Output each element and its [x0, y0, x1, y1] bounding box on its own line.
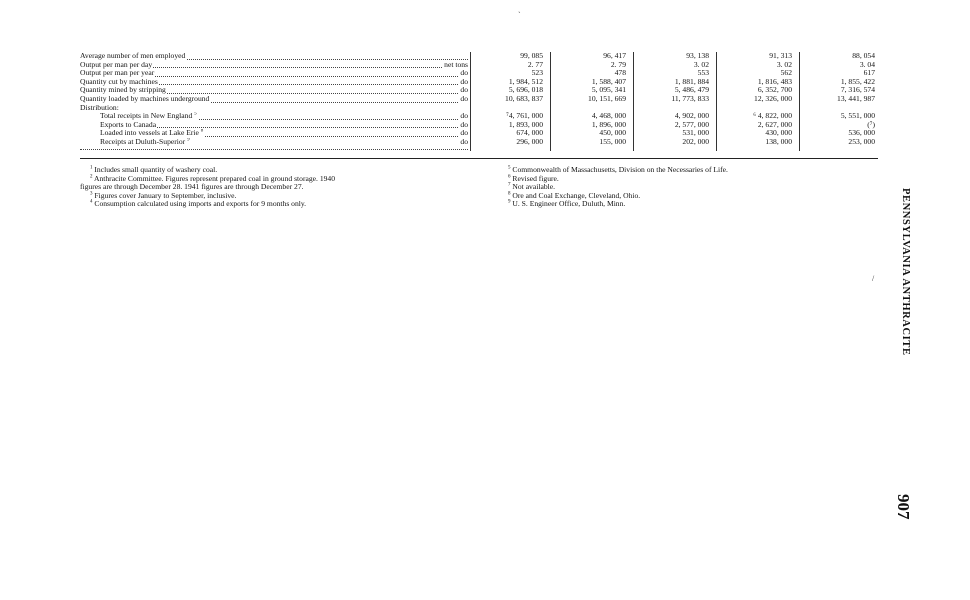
table-cell: 91, 313	[717, 52, 800, 61]
footnote-text: Consumption calculated using imports and exports for 9 months only.	[92, 199, 307, 209]
footnote-text: Anthracite Committee. Figures represent prepared coal in ground storage. 1940	[92, 173, 336, 183]
row-label-text: Distribution:	[80, 103, 119, 112]
footnote-text: Includes small quantity of washery coal.	[92, 165, 218, 174]
table-cell: ⁶ 4, 822, 000	[717, 112, 800, 121]
row-label	[80, 86, 471, 95]
footnote-mark: 4	[90, 199, 93, 205]
table-row	[80, 129, 882, 138]
footnote	[498, 200, 878, 209]
table-cell: 2. 79	[551, 61, 634, 70]
table-cell: 6, 352, 700	[717, 86, 800, 95]
table-cell: 4, 468, 000	[551, 112, 634, 121]
table-cell: 7, 316, 574	[800, 86, 883, 95]
page-number: 907	[894, 494, 913, 520]
stray-mark-side: /	[872, 274, 875, 283]
row-unit: do	[460, 77, 468, 86]
row-label-text: Receipts at Duluth-Superior	[100, 137, 188, 146]
footnote	[498, 175, 878, 184]
table-cell: 155, 000	[551, 138, 634, 151]
table-cell: 99, 085	[471, 52, 551, 61]
footnote-text: figures are through December 28. 1941 figures are through December 27.	[80, 182, 304, 192]
table-cell: 11, 773, 833	[634, 95, 717, 104]
footnote-text: Ore and Coal Exchange, Cleveland, Ohio.	[510, 190, 641, 200]
table-cell: 10, 151, 669	[551, 95, 634, 104]
row-label	[80, 121, 471, 130]
row-label	[80, 95, 471, 104]
table-cell: 1, 855, 422	[800, 78, 883, 87]
table-row	[80, 52, 882, 61]
row-unit: do	[460, 86, 468, 95]
row-unit: do	[460, 112, 468, 121]
footnote-mark: 2	[90, 174, 93, 180]
footnotes-right	[498, 166, 878, 209]
table-cell: (⁷)	[800, 121, 883, 130]
leader-dots	[80, 148, 468, 150]
table-cell: 1, 588, 407	[551, 78, 634, 87]
table-cell: 1, 984, 512	[471, 78, 551, 87]
table-row	[80, 95, 882, 104]
table-cell: 2. 77	[471, 61, 551, 70]
footnote-ref: 5	[194, 112, 197, 117]
table-cell: 2, 627, 000	[717, 121, 800, 130]
footnote-mark: 9	[508, 199, 511, 205]
footnote-text: Not available.	[510, 182, 555, 192]
running-head: PENNSYLVANIA ANTHRACITE	[900, 188, 911, 356]
row-unit: do	[460, 120, 468, 129]
table-cell: 93, 138	[634, 52, 717, 61]
footnote-rule	[80, 158, 878, 159]
table-cell: 1, 893, 000	[471, 121, 551, 130]
table-cell: 202, 000	[634, 138, 717, 151]
row-label	[80, 78, 471, 87]
table-cell: 450, 000	[551, 129, 634, 138]
table-cell: 5, 095, 341	[551, 86, 634, 95]
footnote-mark: 8	[508, 191, 511, 197]
table-cell: ⁷4, 761, 000	[471, 112, 551, 121]
row-unit: do	[460, 69, 468, 78]
row-unit: do	[460, 129, 468, 138]
row-label	[80, 52, 471, 61]
footnote-text: Revised figure.	[510, 173, 559, 183]
table-cell: 617	[800, 69, 883, 78]
row-label	[80, 129, 471, 138]
table-cell: 562	[717, 69, 800, 78]
table-cell: 13, 441, 987	[800, 95, 883, 104]
table-cell: 523	[471, 69, 551, 78]
row-label	[80, 69, 471, 78]
table-cell: 1, 881, 884	[634, 78, 717, 87]
row-label-text: Loaded into vessels at Lake Erie	[100, 129, 201, 138]
table-cell: 531, 000	[634, 129, 717, 138]
table-cell: 88, 054	[800, 52, 883, 61]
table-cell: 12, 326, 000	[717, 95, 800, 104]
row-label	[80, 138, 471, 151]
table-cell: 10, 683, 837	[471, 95, 551, 104]
row-label	[80, 61, 471, 70]
row-label-text: Output per man per year	[80, 69, 155, 78]
row-unit: do	[460, 94, 468, 103]
table-cell: 138, 000	[717, 138, 800, 151]
footnote-mark: 3	[90, 191, 93, 197]
row-label	[80, 104, 471, 113]
table-cell: 1, 896, 000	[551, 121, 634, 130]
row-unit: do	[460, 137, 468, 146]
footnote-ref: 8	[200, 129, 204, 134]
table-cell: 96, 417	[551, 52, 634, 61]
table-cell: 4, 902, 000	[634, 112, 717, 121]
row-label-text: Quantity loaded by machines underground	[80, 94, 210, 103]
row-label-text: Output per man per day	[80, 60, 153, 69]
table-row	[80, 121, 882, 130]
row-label-text: Average number of men employed	[80, 52, 186, 60]
table-cell: 253, 000	[800, 138, 883, 151]
table-cell: 3. 04	[800, 61, 883, 70]
footnote-text: U. S. Engineer Office, Duluth, Minn.	[510, 199, 626, 209]
table-cell: 3. 02	[634, 61, 717, 70]
table-cell: 3. 02	[717, 61, 800, 70]
footnote	[80, 200, 480, 209]
table-row	[80, 61, 882, 70]
stray-mark-top: ˏ	[518, 4, 521, 13]
footnote-mark: 7	[508, 182, 511, 188]
table-cell: 2, 577, 000	[634, 121, 717, 130]
footnotes-left	[80, 166, 480, 209]
table-cell: 1, 816, 483	[717, 78, 800, 87]
row-label	[80, 112, 471, 121]
footnote-text: Commonwealth of Massachusetts, Division on the Necessaries of Life.	[510, 165, 728, 174]
row-label-text: Exports to Canada	[100, 120, 157, 129]
footnote-mark: 5	[508, 165, 511, 171]
table-cell: 296, 000	[471, 138, 551, 151]
footnote-mark: 6	[508, 174, 511, 180]
row-label-text: Total receipts in New England	[100, 112, 195, 121]
statistics-table	[80, 52, 882, 151]
footnote-text: Figures cover January to September, inclusive.	[92, 190, 237, 200]
table-cell: 674, 000	[471, 129, 551, 138]
table-cell: 536, 000	[800, 129, 883, 138]
table-cell: 5, 551, 000	[800, 112, 883, 121]
table-cell: 553	[634, 69, 717, 78]
table-cell: 478	[551, 69, 634, 78]
row-label-text: Quantity cut by machines	[80, 77, 158, 86]
footnote-mark: 1	[90, 165, 93, 171]
table-row	[80, 138, 882, 151]
table-cell: 5, 486, 479	[634, 86, 717, 95]
row-unit: net tons	[444, 60, 468, 69]
table-cell: 5, 696, 018	[471, 86, 551, 95]
row-label-text: Quantity mined by stripping	[80, 86, 166, 95]
table-cell: 430, 000	[717, 129, 800, 138]
footnote-ref: 9	[187, 137, 190, 143]
